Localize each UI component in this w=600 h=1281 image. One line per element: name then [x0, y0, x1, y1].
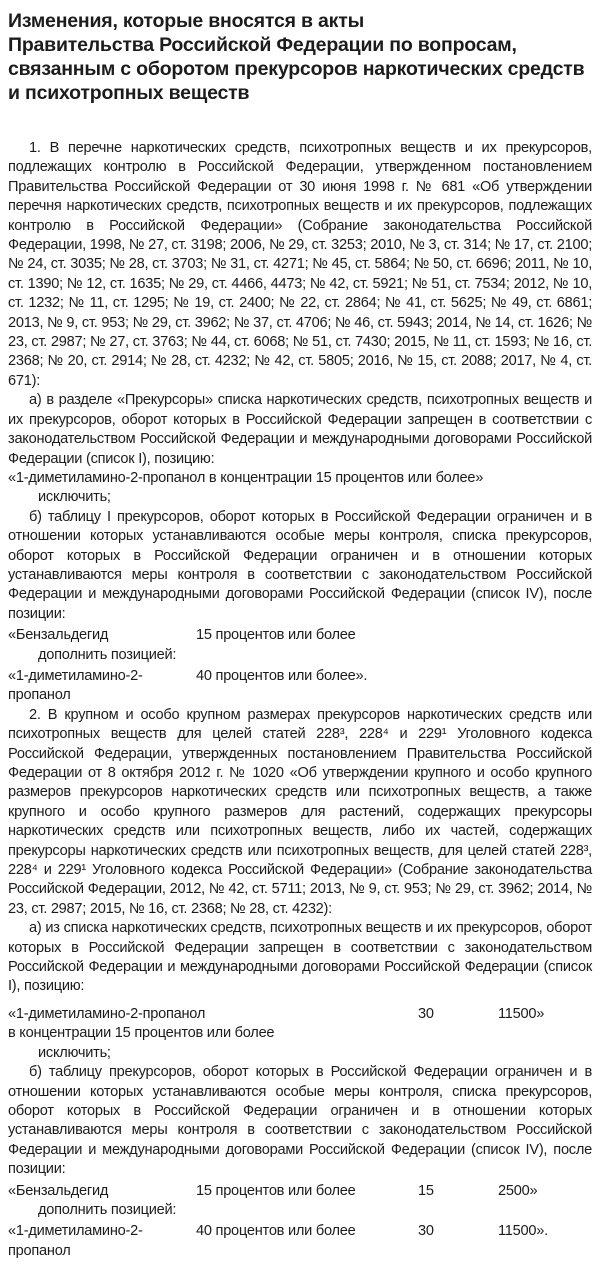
substance-large-size	[418, 667, 498, 706]
title-line-3: связанным с оборотом прекурсоров наркотических средств	[8, 58, 585, 80]
substance-concentration: 40 процентов или более	[196, 1223, 356, 1240]
substance-name-line-1: «1-диметиламино-2-пропанол	[8, 1005, 206, 1022]
substance-large-size: 30	[418, 1005, 434, 1022]
title-line-2: Правительства Российской Федерации по вопросам,	[8, 34, 517, 56]
substance-name: «Бензальдегид	[8, 1182, 109, 1199]
substance-name-line-2: в концентрации 15 процентов или более	[8, 1025, 275, 1042]
substance-concentration: 15 процентов или более	[196, 627, 356, 644]
item2-add-label: дополнить позицией:	[38, 1201, 177, 1218]
item2-exclude-label: исключить;	[38, 1044, 111, 1061]
title-line-1: Изменения, которые вносятся в акты	[8, 10, 365, 32]
item1-subitem-a-paragraph: а) в разделе «Прекурсоры» списка наркотических средств, психотропных веществ и их прекурсоров, оборот которых в Российской Федерации запрещен в соответствии с законодательством Российской Федерации и международными договорами Российской Федерации (список I), позицию:	[8, 392, 592, 467]
title-line-4: и психотропных веществ	[8, 82, 250, 104]
item2-intro-paragraph: 2. В крупном и особо крупном размерах прекурсоров наркотических средств или психотропных веществ для целей статей 228³, 228⁴ и 229¹ Уголовного кодекса Российской Федерации, утвержденных постановлением Правительства Российской Федерации от 8 октября 2012 г. № 1020 «Об утверждении крупного и особо крупного размеров прекурсоров наркотических средств или психотропных веществ, а также крупного и особо крупного размеров для растений, содержащих прекурсоры наркотических средств или психотропных веществ, либо их частей, содержащих прекурсоры наркотических средств или психотропных веществ, для целей статей 228³, 228⁴ и 229¹ Уголовного кодекса Российской Федерации» (Собрание законодательства Российской Федерации, 2012, № 42, ст. 5711; 2013, № 9, ст. 953; № 29, ст. 3962; 2014, № 23, ст. 2987; 2015, № 16, ст. 2368; № 28, ст. 4232):	[8, 706, 592, 917]
item1-exclude-label: исключить;	[38, 489, 111, 506]
substance-name	[8, 1005, 418, 1044]
item1-add-label: дополнить позицией:	[38, 646, 177, 663]
substance-especially-large-size: 11500»	[498, 1005, 545, 1022]
substance-large-size: 15	[418, 1182, 434, 1199]
item2-subitem-a-paragraph: а) из списка наркотических средств, психотропных веществ и их прекурсоров, оборот которых в Российской Федерации запрещен в соответствии с законодательством Российской Федерации и международными договорами Российской Федерации (список I), позицию:	[8, 920, 592, 995]
item2-subitem-b-paragraph: б) таблицу прекурсоров, оборот которых в Российской Федерации ограничен и в отношении которых устанавливаются особые меры контроля, списка прекурсоров, оборот которых в Российской Федерации ограничен и в отношении которых устанавливаются меры контроля в соответствии с законодательством Российской Федерации и международными договорами Российской Федерации (список IV), после позиции:	[8, 1064, 592, 1178]
item2-table-row-benzaldehyde	[8, 1182, 592, 1201]
substance-large-size: 30	[418, 1223, 434, 1240]
item2-table-row-dimethylamino-exclude	[8, 1005, 592, 1044]
item2-table-row-dimethylamino-add	[8, 1222, 592, 1261]
substance-especially-large-size: 11500».	[498, 1223, 548, 1240]
item1-quoted-position: «1-диметиламино-2-пропанол в концентрации 15 процентов или более»	[8, 469, 484, 486]
item1-table-row-dimethylamino	[8, 667, 592, 706]
substance-especially-large-size	[498, 626, 592, 645]
substance-concentration: 40 процентов или более».	[196, 667, 368, 684]
item1-intro-paragraph: 1. В перечне наркотических средств, психотропных веществ и их прекурсоров, подлежащих контролю в Российской Федерации, утвержденном постановлением Правительства Российской Федерации от 30 июня 1998 г. № 681 «Об утверждении перечня наркотических средств, психотропных веществ и их прекурсоров, подлежащих контролю в Российской Федерации» (Собрание законодательства Российской Федерации, 1998, № 27, ст. 3198; 2006, № 29, ст. 3253; 2010, № 3, ст. 314; № 17, ст. 2100; № 24, ст. 3035; № 28, ст. 3703; № 31, ст. 4271; № 45, ст. 5864; № 50, ст. 6696; 2011, № 10, ст. 1390; № 12, ст. 1635; № 29, ст. 4466, 4473; № 42, ст. 5921; № 51, ст. 7534; 2012, № 10, ст. 1232; № 11, ст. 1295; № 19, ст. 2400; № 22, ст. 2864; № 41, ст. 5625; № 49, ст. 6861; 2013, № 9, ст. 953; № 29, ст. 3962; № 37, ст. 4706; № 46, ст. 5943; 2014, № 14, ст. 1626; № 23, ст. 2987; № 27, ст. 3763; № 44, ст. 6068; № 51, ст. 7430; 2015, № 11, ст. 1593; № 16, ст. 2368; № 20, ст. 2914; № 28, ст. 4232; № 42, ст. 5805; 2016, № 15, ст. 2088; 2017, № 4, ст. 671):	[8, 140, 592, 389]
substance-name: «Бензальдегид	[8, 627, 109, 644]
substance-name: «1-диметиламино-2-пропанол	[8, 1223, 143, 1259]
item1-subitem-b-paragraph: б) таблицу I прекурсоров, оборот которых в Российской Федерации ограничен и в отношении которых устанавливаются особые меры контроля, списка прекурсоров, оборот которых в Российской Федерации ограничен и в отношении которых устанавливаются меры контроля в соответствии с законодательством Российской Федерации и международными договорами Российской Федерации (список IV), после позиции:	[8, 508, 592, 622]
item1-table-row-benzaldehyde	[8, 626, 592, 645]
substance-name: «1-диметиламино-2-пропанол	[8, 667, 143, 704]
substance-concentration: 15 процентов или более	[196, 1182, 356, 1199]
substance-large-size	[418, 626, 498, 645]
substance-especially-large-size: 2500»	[498, 1182, 538, 1199]
document-title	[8, 9, 592, 105]
substance-especially-large-size	[498, 667, 592, 706]
